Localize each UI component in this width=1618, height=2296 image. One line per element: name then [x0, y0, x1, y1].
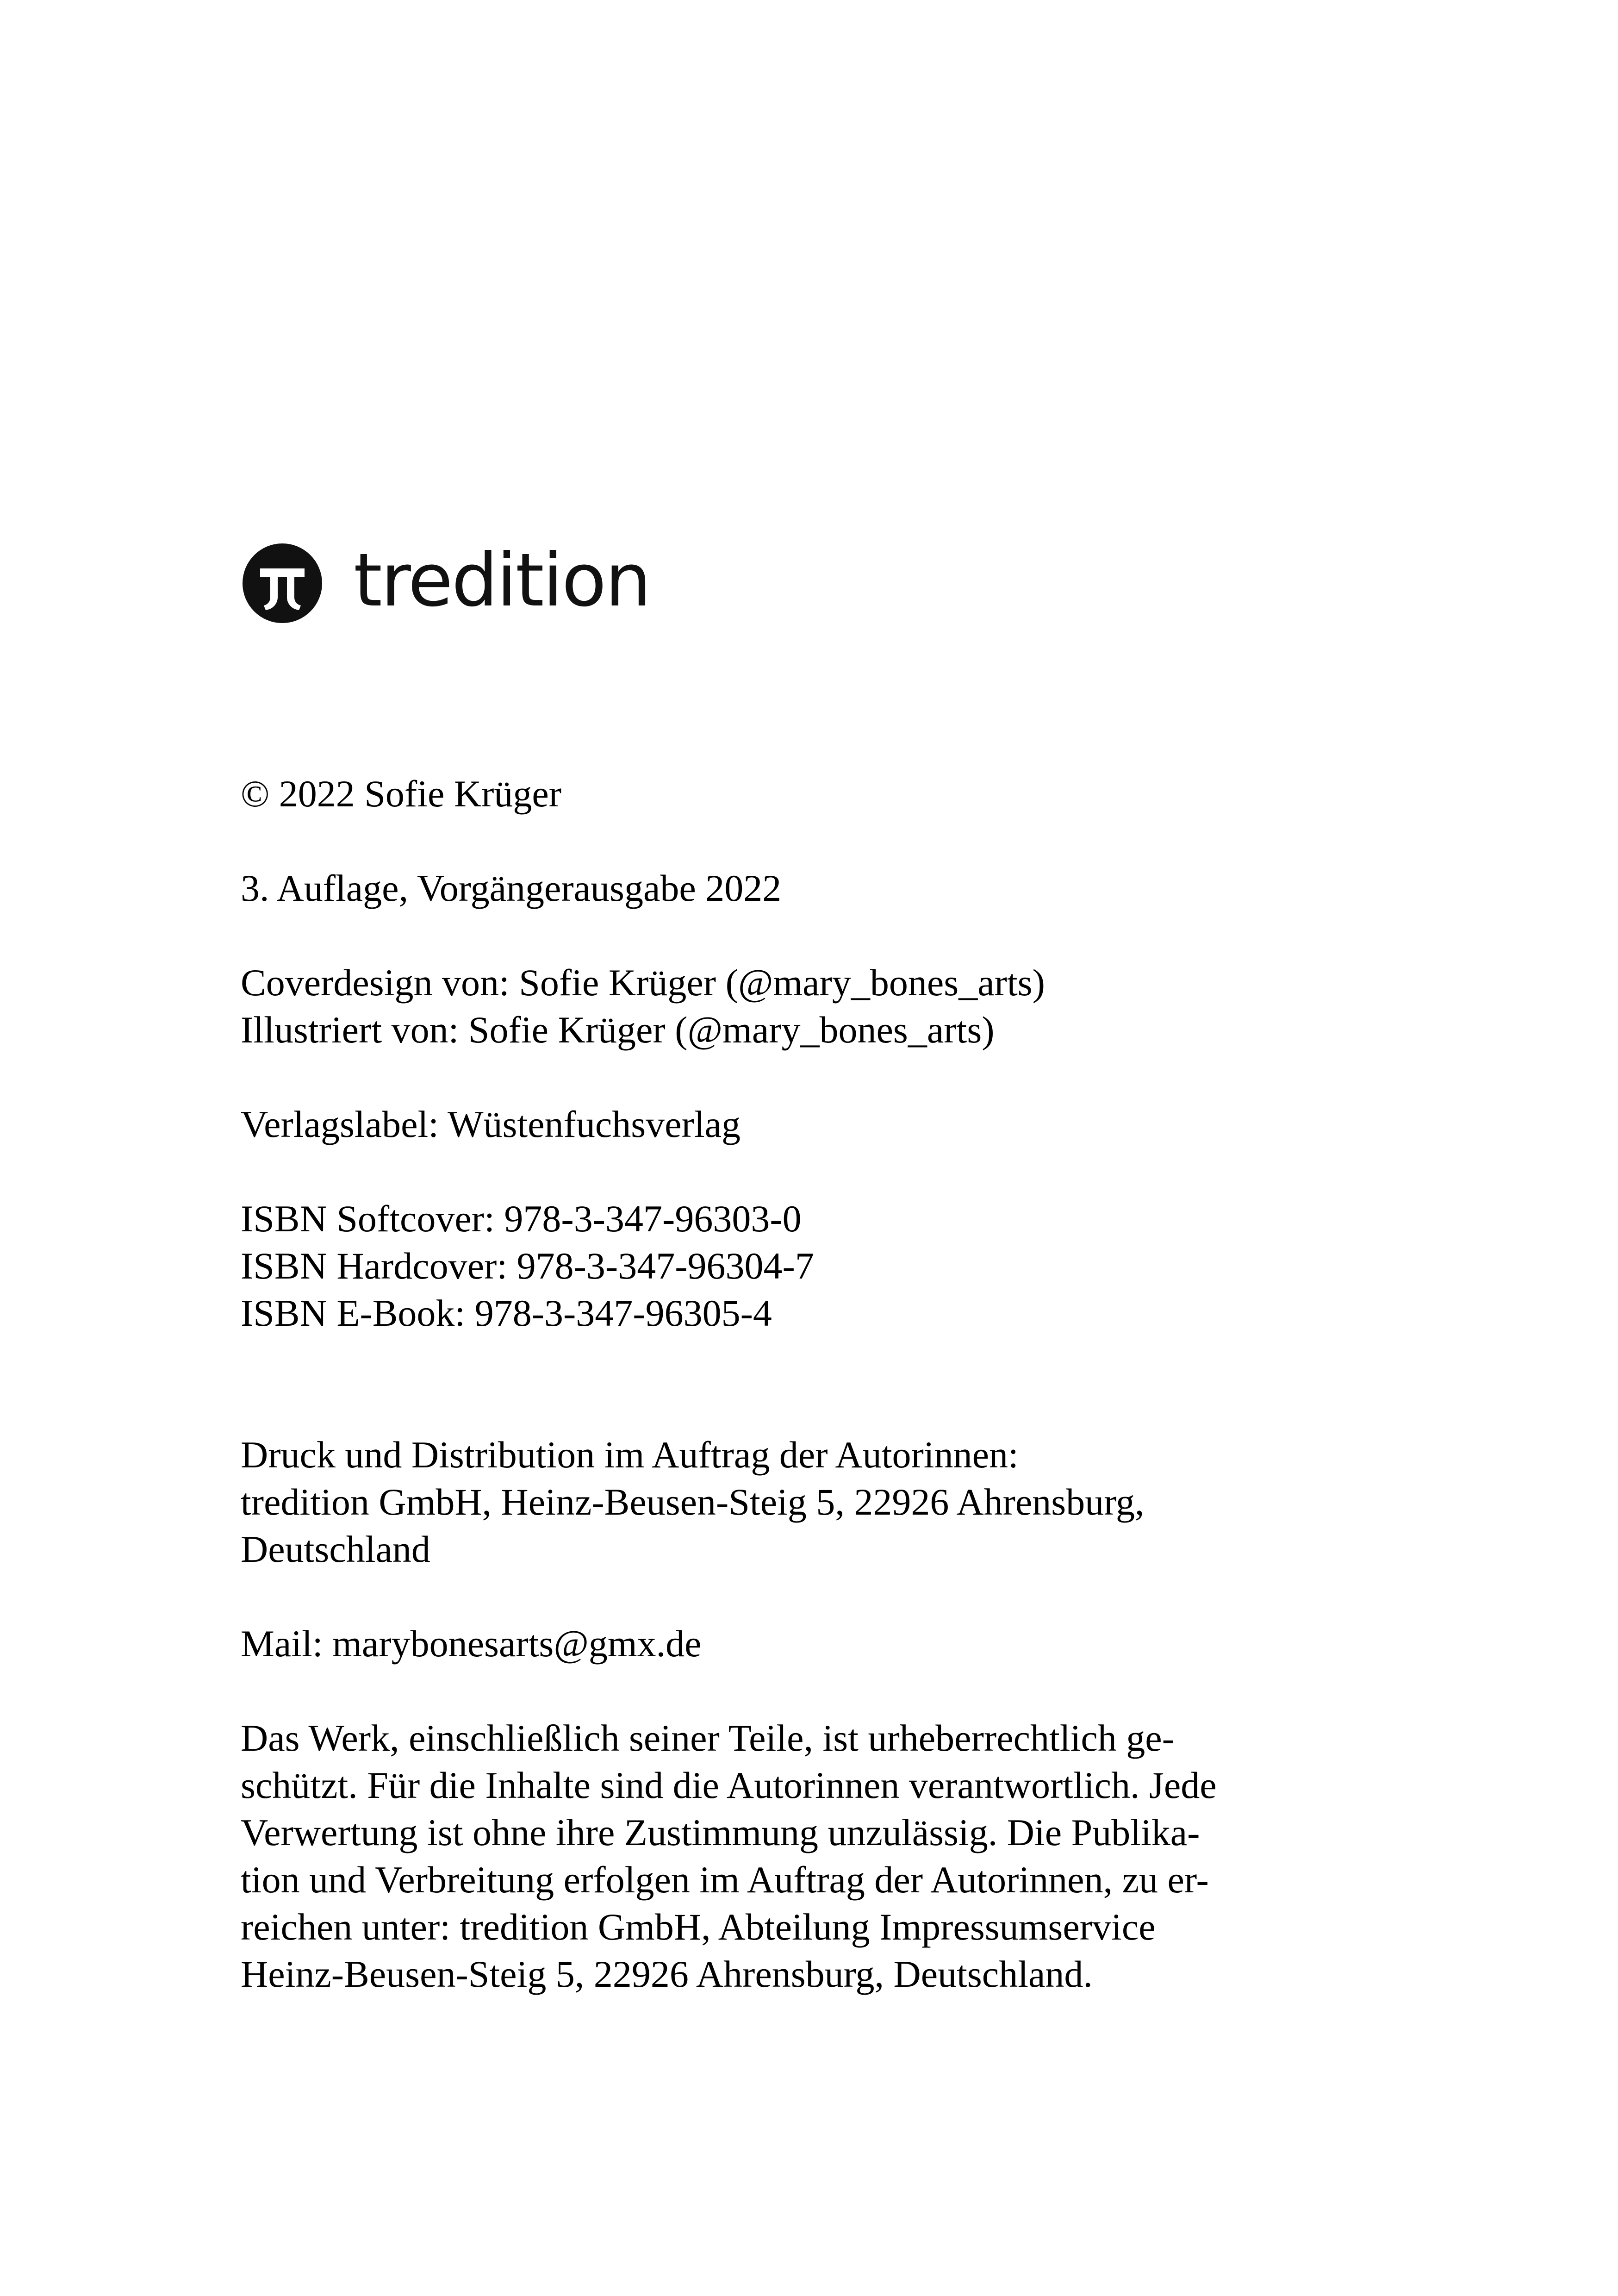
distribution-line: tredition GmbH, Heinz-Beusen-Steig 5, 22926 Ahrensburg,: [241, 1481, 1145, 1523]
publisher-logo: [242, 538, 650, 626]
legal-notice-line: Heinz-Beusen-Steig 5, 22926 Ahrensburg, Deutschland.: [241, 1953, 1093, 1995]
isbn-softcover: ISBN Softcover: 978-3-347-96303-0: [241, 1198, 802, 1240]
cover-design-credit: Coverdesign von: Sofie Krüger (@mary_bones_arts): [241, 961, 1045, 1004]
contact-mail: Mail: marybonesarts@gmx.de: [241, 1622, 702, 1665]
legal-notice-line: reichen unter: tredition GmbH, Abteilung Impressumservice: [241, 1906, 1156, 1948]
legal-notice-line: Verwertung ist ohne ihre Zustimmung unzulässig. Die Publika-: [241, 1811, 1200, 1853]
publisher-label: Verlagslabel: Wüstenfuchsverlag: [241, 1103, 741, 1145]
isbn-hardcover: ISBN Hardcover: 978-3-347-96304-7: [241, 1245, 814, 1287]
publisher-wordmark: tredition: [354, 538, 650, 623]
illustration-credit: Illustriert von: Sofie Krüger (@mary_bones_arts): [241, 1009, 995, 1051]
legal-notice-line: Das Werk, einschließlich seiner Teile, ist urheberrechtlich ge-: [241, 1717, 1175, 1759]
tredition-logo-icon: [242, 543, 323, 624]
imprint-text: [241, 770, 1388, 1998]
isbn-ebook: ISBN E-Book: 978-3-347-96305-4: [241, 1292, 772, 1334]
edition-line: 3. Auflage, Vorgängerausgabe 2022: [241, 867, 782, 909]
legal-notice-line: tion und Verbreitung erfolgen im Auftrag der Autorinnen, zu er-: [241, 1859, 1209, 1901]
distribution-line: Druck und Distribution im Auftrag der Autorinnen:: [241, 1434, 1019, 1476]
copyright-line: © 2022 Sofie Krüger: [241, 773, 562, 815]
legal-notice-line: schützt. Für die Inhalte sind die Autorinnen verantwortlich. Jede: [241, 1764, 1217, 1806]
distribution-line: Deutschland: [241, 1528, 430, 1570]
